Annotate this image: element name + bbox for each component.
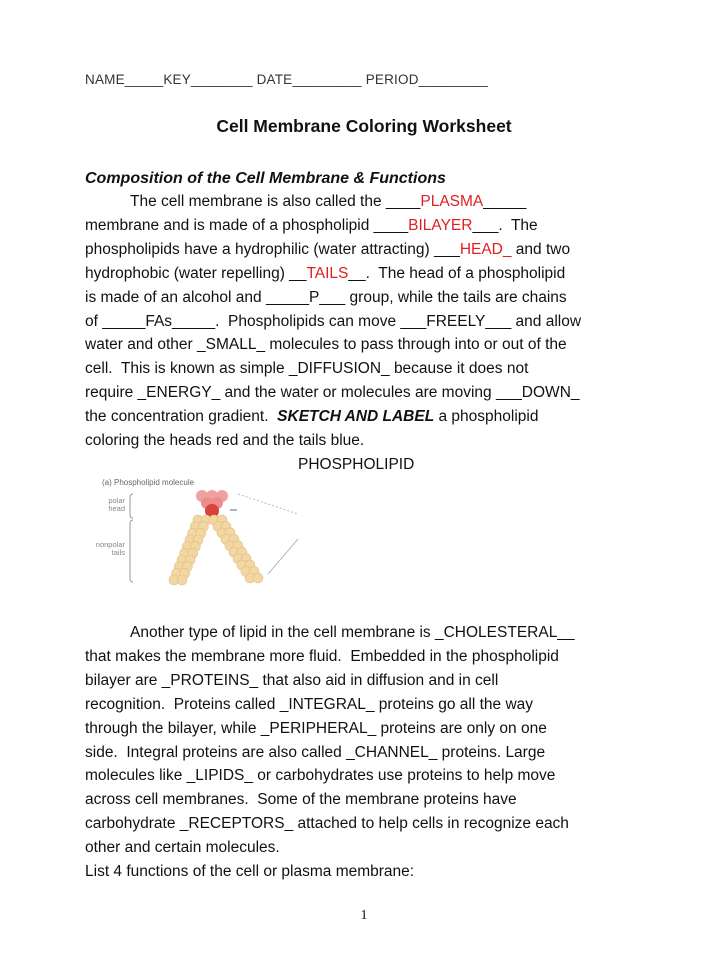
text-line (85, 264, 565, 284)
label-polar-head-2: head (108, 504, 125, 513)
text-segment: other and certain molecules. (85, 839, 280, 857)
text-line (85, 647, 559, 667)
text-segment: bilayer are _PROTEINS_ that also aid in diffusion and in cell (85, 671, 499, 689)
text-line (85, 431, 364, 451)
text-line (130, 623, 575, 643)
page-title: Cell Membrane Coloring Worksheet (216, 116, 512, 136)
text-line (85, 312, 581, 332)
text-segment: water and other _SMALL_ molecules to pass through into or out of the (85, 336, 567, 354)
answer-text: BILAYER (408, 216, 473, 234)
text-line (85, 862, 414, 882)
text-segment: membrane and is made of a phospholipid ____ (85, 216, 409, 234)
emphasis-text: SKETCH AND LABEL (277, 408, 435, 426)
page-number: 1 (360, 908, 368, 923)
text-line (85, 766, 555, 786)
text-line (130, 192, 526, 212)
text-segment: _____ (483, 193, 527, 210)
text-segment: Another type of lipid in the cell membrane is _CHOLESTERAL__ (130, 624, 575, 641)
polar-head-icon (196, 490, 237, 518)
text-line (85, 383, 580, 403)
text-line (85, 671, 498, 691)
text-line (85, 288, 567, 308)
text-segment: require _ENERGY_ and the water or molecules are moving ___DOWN_ (85, 384, 580, 402)
worksheet-header: NAME_____KEY________ DATE_________ PERIOD_________ (85, 72, 489, 87)
figure-heading: PHOSPHOLIPID (298, 456, 415, 473)
text-line (85, 814, 569, 834)
text-segment: of _____FAs_____. Phospholipids can move ___FREELY___ and allow (85, 312, 582, 330)
text-segment: List 4 functions of the cell or plasma membrane: (85, 863, 415, 880)
answer-text: TAILS (306, 264, 349, 282)
answer-text: PLASMA (420, 193, 484, 210)
text-segment: across cell membranes. Some of the membrane proteins have (85, 791, 517, 809)
nonpolar-tails-icon (169, 515, 263, 585)
label-tails-1: nonpolar (95, 540, 125, 549)
text-segment: carbohydrate _RECEPTORS_ attached to help cells in recognize each (85, 815, 569, 833)
text-segment: cell. This is known as simple _DIFFUSION_ because it does not (85, 360, 529, 378)
label-tails-2: tails (111, 548, 125, 557)
text-line (85, 695, 533, 715)
text-segment: through the bilayer, while _PERIPHERAL_ proteins are only on one (85, 719, 547, 737)
answer-text: HEAD_ (459, 240, 512, 258)
label-polar-head-1: polar (108, 496, 125, 505)
text-line (85, 216, 538, 236)
text-segment: is made of an alcohol and _____P___ group, while the tails are chains (85, 288, 567, 306)
text-segment: a phospholipid (434, 408, 539, 426)
text-line (85, 790, 517, 810)
text-line (85, 838, 280, 858)
text-line (85, 240, 570, 260)
text-segment: the concentration gradient. (85, 408, 278, 426)
text-segment: ___. The (472, 216, 538, 234)
text-segment: side. Integral proteins are also called _CHANNEL_ proteins. Large (85, 743, 546, 761)
text-line (85, 719, 547, 739)
text-line (85, 743, 545, 763)
text-line (85, 359, 528, 379)
text-segment: __. The head of a phospholipid (348, 264, 566, 282)
phospholipid-figure (90, 474, 300, 609)
text-segment: that makes the membrane more fluid. Embedded in the phospholipid (85, 647, 559, 665)
section-title: Composition of the Cell Membrane & Functions (85, 170, 446, 187)
text-segment: hydrophobic (water repelling) __ (85, 264, 307, 282)
text-segment: recognition. Proteins called _INTEGRAL_ proteins go all the way (85, 695, 534, 713)
text-segment: and two (511, 240, 571, 258)
text-segment: coloring the heads red and the tails blue. (85, 432, 365, 449)
text-segment: The cell membrane is also called the ____ (130, 193, 421, 210)
text-segment: phospholipids have a hydrophilic (water attracting) ___ (85, 240, 460, 258)
text-line (85, 335, 567, 355)
figure-caption: (a) Phospholipid molecule (102, 478, 195, 487)
text-segment: molecules like _LIPIDS_ or carbohydrates use proteins to help move (85, 767, 556, 785)
text-line (85, 407, 538, 427)
